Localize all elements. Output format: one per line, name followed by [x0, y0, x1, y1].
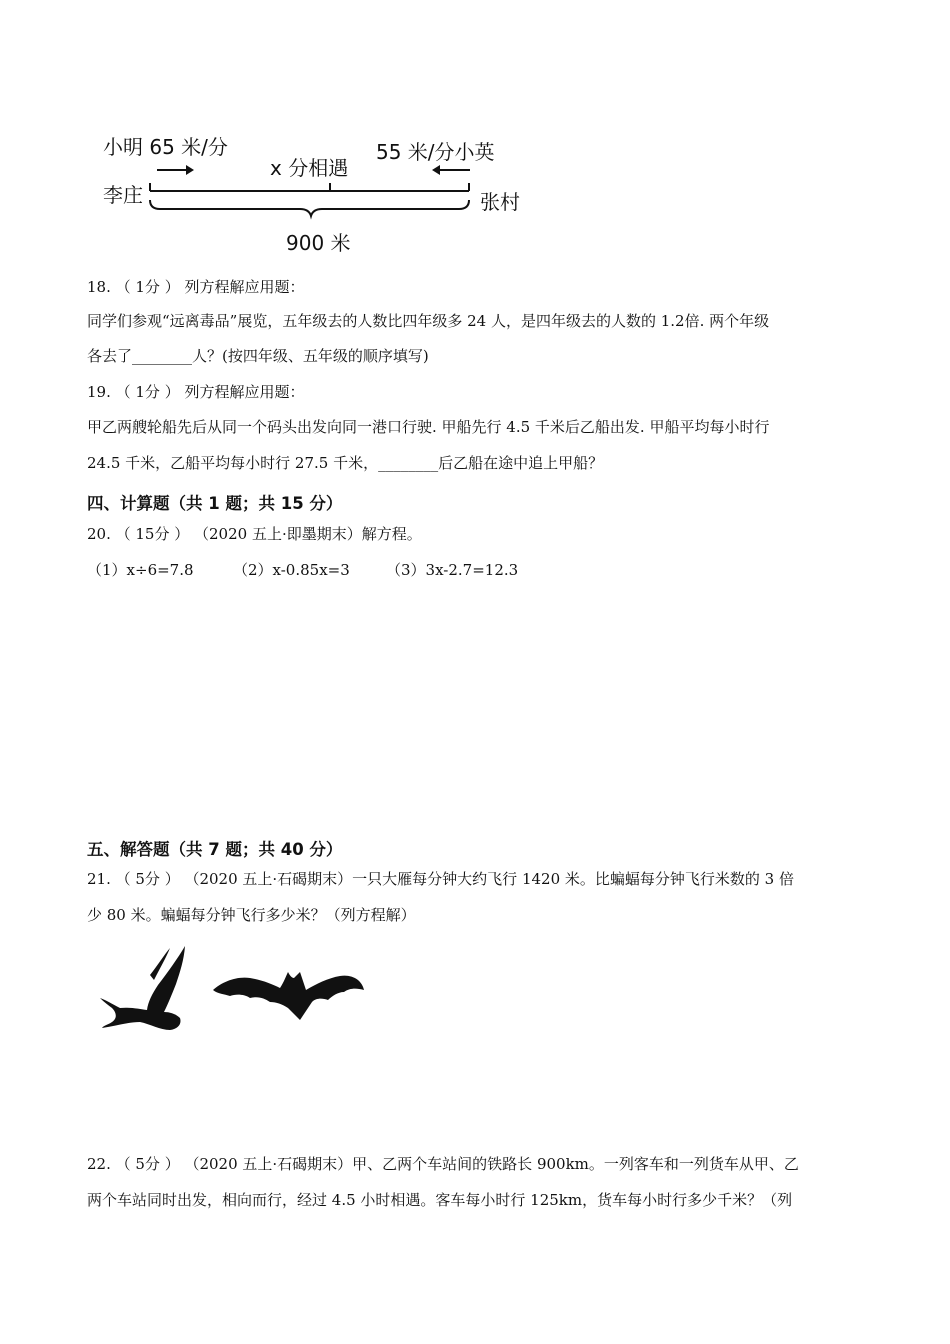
q18-line2: 各去了________人？(按四年级、五年级的顺序填写) [87, 347, 429, 365]
left-place-label: 李庄 [103, 183, 143, 207]
right-person-label: 55 米/分小英 [376, 140, 495, 164]
q20-eq1: （1）x÷6=7.8 [87, 561, 194, 579]
left-person-label: 小明 65 米/分 [103, 135, 228, 159]
q21-line2: 少 80 米。蝙蝠每分钟飞行多少米？（列方程解） [87, 906, 416, 924]
q21-line1: 21. （ 5分 ） （2020 五上·石碣期末）一只大雁每分钟大约飞行 1420 米。比蝙蝠每分钟飞行米数的 3 倍 [87, 870, 794, 888]
q20-header: 20. （ 15分 ） （2020 五上·即墨期末）解方程。 [87, 525, 422, 543]
goose-icon [100, 946, 185, 1030]
section4-title: 四、计算题（共 1 题；共 15 分） [87, 494, 343, 513]
distance-label: 900 米 [286, 231, 351, 255]
q18-line1: 同学们参观“远离毒品”展览，五年级去的人数比四年级多 24 人，是四年级去的人数的 1.2倍. 两个年级 [87, 312, 770, 330]
meet-label: x 分相遇 [270, 156, 349, 180]
q19-line1: 甲乙两艘轮船先后从同一个码头出发向同一港口行驶. 甲船先行 4.5 千米后乙船出发. 甲船平均每小时行 [87, 418, 770, 436]
q18-header: 18. （ 1分 ） 列方程解应用题： [87, 278, 305, 296]
section5-title: 五、解答题（共 7 题；共 40 分） [87, 840, 343, 859]
q22-line1: 22. （ 5分 ） （2020 五上·石碣期末）甲、乙两个车站间的铁路长 900km。一列客车和一列货车从甲、乙 [87, 1155, 799, 1173]
q19-line2: 24.5 千米，乙船平均每小时行 27.5 千米，________后乙船在途中追上甲船？ [87, 454, 604, 472]
bat-icon [213, 972, 364, 1020]
q19-header: 19. （ 1分 ） 列方程解应用题： [87, 383, 305, 401]
q20-eq2: （2）x-0.85x=3 [233, 561, 350, 579]
q20-eq3: （3）3x-2.7=12.3 [386, 561, 519, 579]
right-place-label: 张村 [480, 190, 520, 214]
q22-line2: 两个车站同时出发，相向而行，经过 4.5 小时相遇。客车每小时行 125km，货车每小时行多少千米？（列 [87, 1191, 793, 1209]
